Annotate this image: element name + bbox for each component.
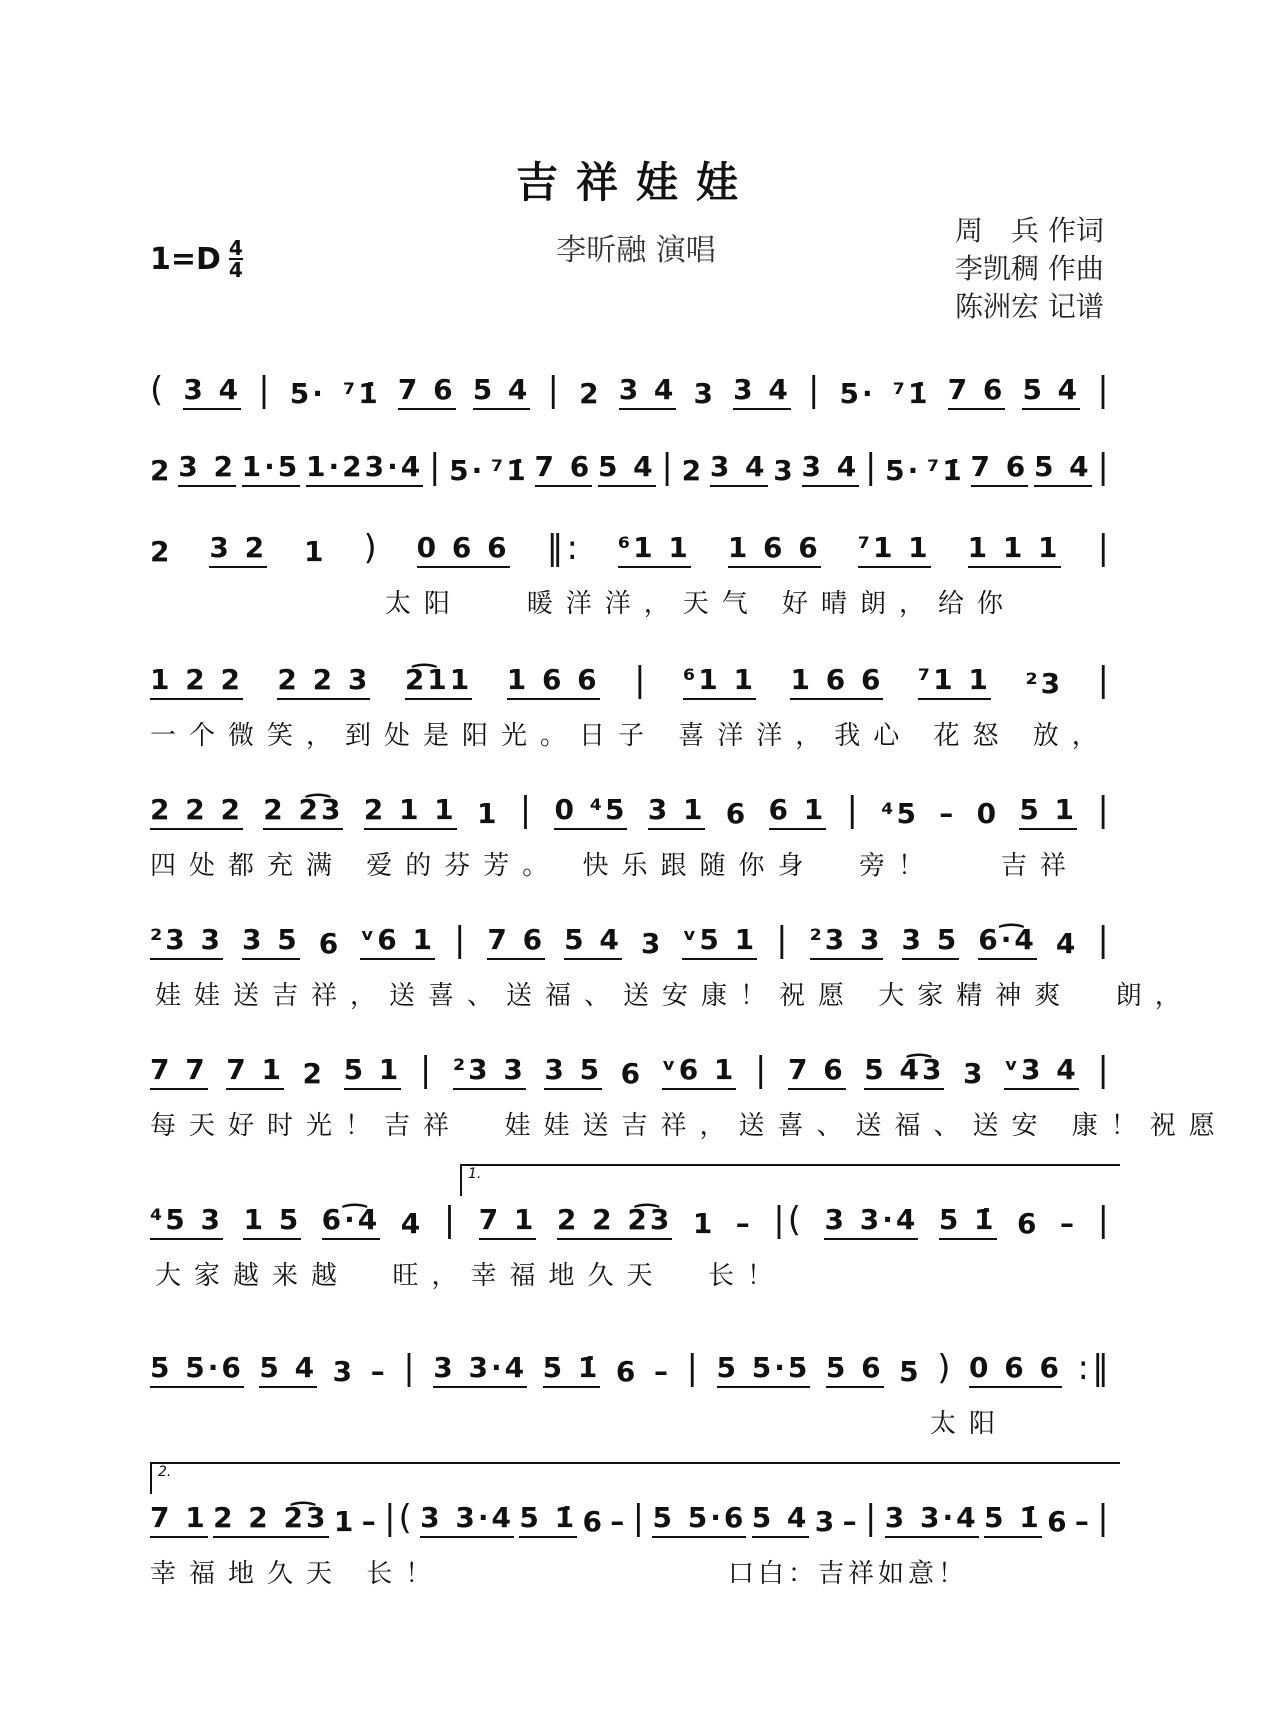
key-signature <box>150 238 243 280</box>
notes-row <box>150 1498 1112 1538</box>
note-group: 6 <box>620 1057 644 1090</box>
note-group: 5 4͡3 <box>864 1053 944 1090</box>
notes-row <box>150 447 1112 487</box>
note-group: 5 4 <box>1034 450 1092 487</box>
note-group: – <box>1074 1505 1092 1538</box>
barline: ) <box>363 528 380 568</box>
note-group: 5· <box>289 377 326 410</box>
barline: |( <box>384 1498 415 1538</box>
note-group: 7 1 <box>150 1501 208 1538</box>
volta-bracket: 1. <box>460 1164 1120 1196</box>
note-group: 6 <box>1017 1207 1040 1240</box>
note-group: 3 4 <box>710 450 768 487</box>
note-group: 0 6 6 <box>969 1351 1062 1388</box>
note-group: ⁶1 1 <box>618 531 691 568</box>
note-group: ²3 <box>1025 667 1064 700</box>
barline: ‖: <box>546 528 581 568</box>
note-group: 5 1 <box>1019 793 1077 830</box>
note-group: 5· <box>885 454 922 487</box>
note-group: ²3 3 <box>150 923 223 960</box>
barline: | <box>519 790 535 830</box>
note-group: 5 4 <box>564 923 622 960</box>
note-group: 3 2 <box>178 450 236 487</box>
note-group: 3 <box>814 1505 838 1538</box>
note-group: 3 5 <box>242 923 300 960</box>
barline: | <box>776 920 791 960</box>
note-group: 7 1 <box>226 1053 284 1090</box>
note-group: 5 1̇ <box>519 1501 577 1538</box>
note-group: 7 7 <box>150 1053 208 1090</box>
notes-row <box>150 370 1112 410</box>
note-group: ²3 3 <box>453 1053 526 1090</box>
barline: | <box>1097 1050 1112 1090</box>
note-group: 5 1 <box>344 1053 402 1090</box>
note-group: 5 4 <box>752 1501 810 1538</box>
score-line <box>150 528 1112 619</box>
barline: | <box>686 1348 701 1388</box>
note-group: 6 <box>725 797 749 830</box>
note-group: ⁷1̇ <box>491 454 529 487</box>
note-group: – <box>370 1355 388 1388</box>
note-group: 5 5·6 <box>150 1351 244 1388</box>
note-group: ⁶1 1 <box>683 663 756 700</box>
note-group: 5 6 <box>826 1351 884 1388</box>
barline: | <box>846 790 861 830</box>
note-group: 6 <box>615 1355 639 1388</box>
time-signature <box>229 238 243 280</box>
note-group: ᵛ5 1 <box>682 923 757 960</box>
barline: | <box>1097 790 1112 830</box>
notes-row <box>150 660 1112 700</box>
note-group: 5· <box>449 454 486 487</box>
note-group: 5 4 <box>1022 373 1080 410</box>
note-group: – <box>653 1355 671 1388</box>
note-group: 3 <box>773 454 796 487</box>
note-group: 7 6 <box>398 373 456 410</box>
note-group: ᵛ3 4 <box>1004 1053 1079 1090</box>
note-group: 5 1̇ <box>984 1501 1042 1538</box>
note-group: 2 <box>150 454 173 487</box>
note-group: 1 <box>333 1505 357 1538</box>
note-group: 3 4 <box>183 373 241 410</box>
barline: ( <box>150 370 167 410</box>
note-group: 5 5·6 <box>652 1501 746 1538</box>
lyrics-line: 一个微笑，到处是阳光。日子 喜洋洋，我心 花怒 放， <box>150 721 1111 751</box>
note-group: 7 6 <box>535 450 593 487</box>
note-group: 4 <box>1055 927 1079 960</box>
note-group: 7 6 <box>788 1053 846 1090</box>
note-group: 3 3·4 <box>433 1351 527 1388</box>
note-group: 3 <box>640 927 664 960</box>
score-line <box>150 1050 1228 1141</box>
note-group: 2 <box>150 535 173 568</box>
note-group: 0 <box>976 797 1000 830</box>
barline: | <box>632 1498 648 1538</box>
note-group: ᵛ6 1 <box>360 923 435 960</box>
note-group: 3 <box>963 1057 986 1090</box>
lyrics-line: 大家越来越 旺，幸福地久天 长！ <box>155 1261 787 1291</box>
note-group: ᵛ6 1 <box>662 1053 737 1090</box>
barline: | <box>864 1498 880 1538</box>
note-group: 6 <box>1047 1505 1070 1538</box>
key-label: 1=D <box>150 241 221 277</box>
barline: :‖ <box>1077 1348 1112 1388</box>
note-group: 1 6 6 <box>507 663 600 700</box>
score-line <box>150 447 1112 487</box>
note-group: 5 1̇ <box>543 1351 601 1388</box>
barline: | <box>547 370 562 410</box>
note-group: ⁴5 <box>881 797 919 830</box>
lyrics-line: 每天好时光！吉祥 娃娃送吉祥，送喜、送福、送安 康！祝愿 <box>150 1111 1228 1141</box>
note-group: 0 ⁴5 <box>554 793 627 830</box>
barline: | <box>1097 1200 1112 1240</box>
note-group: ⁷1̇ <box>892 377 931 410</box>
note-group: ⁷1̇ <box>927 454 965 487</box>
note-group: 3 3·4 <box>420 1501 514 1538</box>
lyrics-line: 四处都充满 爱的芬芳。 快乐跟随你身 旁！ 吉祥 <box>150 851 1079 881</box>
time-top: 4 <box>228 236 243 260</box>
note-group: 2 2 2͡3 <box>213 1501 328 1538</box>
time-bottom: 4 <box>228 258 243 282</box>
note-group: 2 2 2͡3 <box>557 1203 672 1240</box>
song-title: 吉祥娃娃 <box>515 158 756 207</box>
note-group: 6·͡4 <box>978 923 1037 960</box>
barline: | <box>1097 920 1112 960</box>
note-group: 7 6 <box>487 923 545 960</box>
notes-row <box>150 1050 1112 1090</box>
note-group: 5 1̇ <box>939 1203 997 1240</box>
lyrics-line: 娃娃送吉祥，送喜、送福、送安康！祝愿 大家精神爽 朗， <box>155 981 1194 1011</box>
note-group: 2 2͡3 <box>263 793 343 830</box>
note-group: 0 6 6 <box>417 531 510 568</box>
notes-row <box>150 1348 1112 1388</box>
note-group: 1 2 2 <box>150 663 243 700</box>
lyrics-line: 幸福地久天 长！ <box>150 1559 445 1589</box>
note-group: 6·͡4 <box>322 1203 381 1240</box>
note-group: 6 1 <box>769 793 827 830</box>
note-group: 1 <box>692 1207 716 1240</box>
barline: | <box>1097 660 1112 700</box>
barline: |( <box>773 1200 804 1240</box>
note-group: 4 <box>400 1207 424 1240</box>
note-group: 2 2 2 <box>150 793 243 830</box>
note-group: 1 6 6 <box>728 531 821 568</box>
note-group: 3 4 <box>619 373 677 410</box>
note-group: – <box>939 797 957 830</box>
credits <box>955 212 1104 326</box>
note-group: – <box>842 1505 860 1538</box>
note-group: ⁷1 1 <box>918 663 991 700</box>
note-group: 1 <box>304 535 327 568</box>
composer: 李凯稠 作曲 <box>955 252 1104 285</box>
note-group: ⁷1 1 <box>858 531 931 568</box>
lyrics-line: 太阳 暖洋洋，天气 好晴朗，给你 <box>385 589 1017 619</box>
note-group: 3 <box>693 377 717 410</box>
barline: | <box>419 1050 435 1090</box>
barline: ) <box>937 1348 954 1388</box>
note-group: ⁴5 3 <box>150 1203 223 1240</box>
score-line <box>150 1348 1112 1439</box>
notes-row <box>150 920 1112 960</box>
note-group: 1 1 1 <box>968 531 1061 568</box>
note-group: – <box>610 1505 628 1538</box>
barline: | <box>754 1050 770 1090</box>
note-group: 3 3·4 <box>824 1203 918 1240</box>
note-group: ⁷1̇ <box>343 377 381 410</box>
note-group: 3 1 <box>648 793 706 830</box>
note-group: 7 6 <box>948 373 1006 410</box>
notes-row <box>150 790 1112 830</box>
barline: | <box>428 447 444 487</box>
note-group: 5 5·5 <box>717 1351 811 1388</box>
note-group: 1·23·4 <box>306 450 423 487</box>
note-group: 1 5 <box>243 1203 301 1240</box>
score-line <box>150 370 1112 410</box>
score-line <box>150 920 1194 1011</box>
barline: | <box>634 660 649 700</box>
notes-row <box>150 1200 1112 1240</box>
note-group: 7 6 <box>971 450 1029 487</box>
score-line <box>150 790 1112 881</box>
note-group: 1 6 6 <box>790 663 883 700</box>
barline: | <box>443 1200 459 1240</box>
note-group: 5· <box>839 377 876 410</box>
barline: | <box>1097 447 1112 487</box>
barline: | <box>864 447 880 487</box>
barline: | <box>807 370 823 410</box>
transcriber: 陈洲宏 记谱 <box>955 290 1104 323</box>
note-group: 6 <box>582 1505 605 1538</box>
note-group: 3 3·4 <box>885 1501 979 1538</box>
score-line <box>150 660 1112 751</box>
note-group: – <box>1059 1207 1077 1240</box>
score-line <box>150 1166 1112 1291</box>
barline: | <box>1097 370 1112 410</box>
barline: | <box>403 1348 418 1388</box>
barline: | <box>661 447 676 487</box>
note-group: 6 <box>318 927 342 960</box>
note-group: 2 <box>681 454 705 487</box>
note-group: 2 2 3 <box>277 663 370 700</box>
note-group: 2͡11 <box>405 663 472 700</box>
lyricist: 周 兵 作词 <box>955 214 1104 247</box>
volta-bracket: 2. <box>150 1462 1120 1494</box>
barline: | <box>453 920 469 960</box>
note-group: 3 4 <box>802 450 860 487</box>
note-group: 1 <box>476 797 500 830</box>
note-group: ²3 3 <box>810 923 883 960</box>
note-group: 2 <box>579 377 602 410</box>
note-group: 1·5 <box>242 450 301 487</box>
note-group: 3 <box>332 1355 356 1388</box>
spoken-line: 口白：吉祥如意！ <box>728 1559 969 1589</box>
note-group: – <box>735 1207 753 1240</box>
notes-row <box>150 528 1112 568</box>
barline: | <box>1097 528 1112 568</box>
note-group: 7 1 <box>479 1203 537 1240</box>
note-group: 3 2 <box>209 531 267 568</box>
barline: | <box>258 370 273 410</box>
note-group: 5 <box>899 1355 922 1388</box>
note-group: 2 1 1 <box>364 793 457 830</box>
note-group: 5 4 <box>259 1351 317 1388</box>
note-group: 3 5 <box>902 923 960 960</box>
note-group: 3 5 <box>544 1053 602 1090</box>
singer: 李昕融 演唱 <box>556 233 716 268</box>
note-group: 3 4 <box>733 373 791 410</box>
barline: | <box>1097 1498 1112 1538</box>
note-group: – <box>361 1505 379 1538</box>
note-group: 5 4 <box>473 373 531 410</box>
note-group: 2 <box>302 1057 326 1090</box>
lyrics-line: 太阳 <box>930 1409 1009 1439</box>
score-line <box>150 1464 1112 1589</box>
note-group: 5 4 <box>598 450 656 487</box>
